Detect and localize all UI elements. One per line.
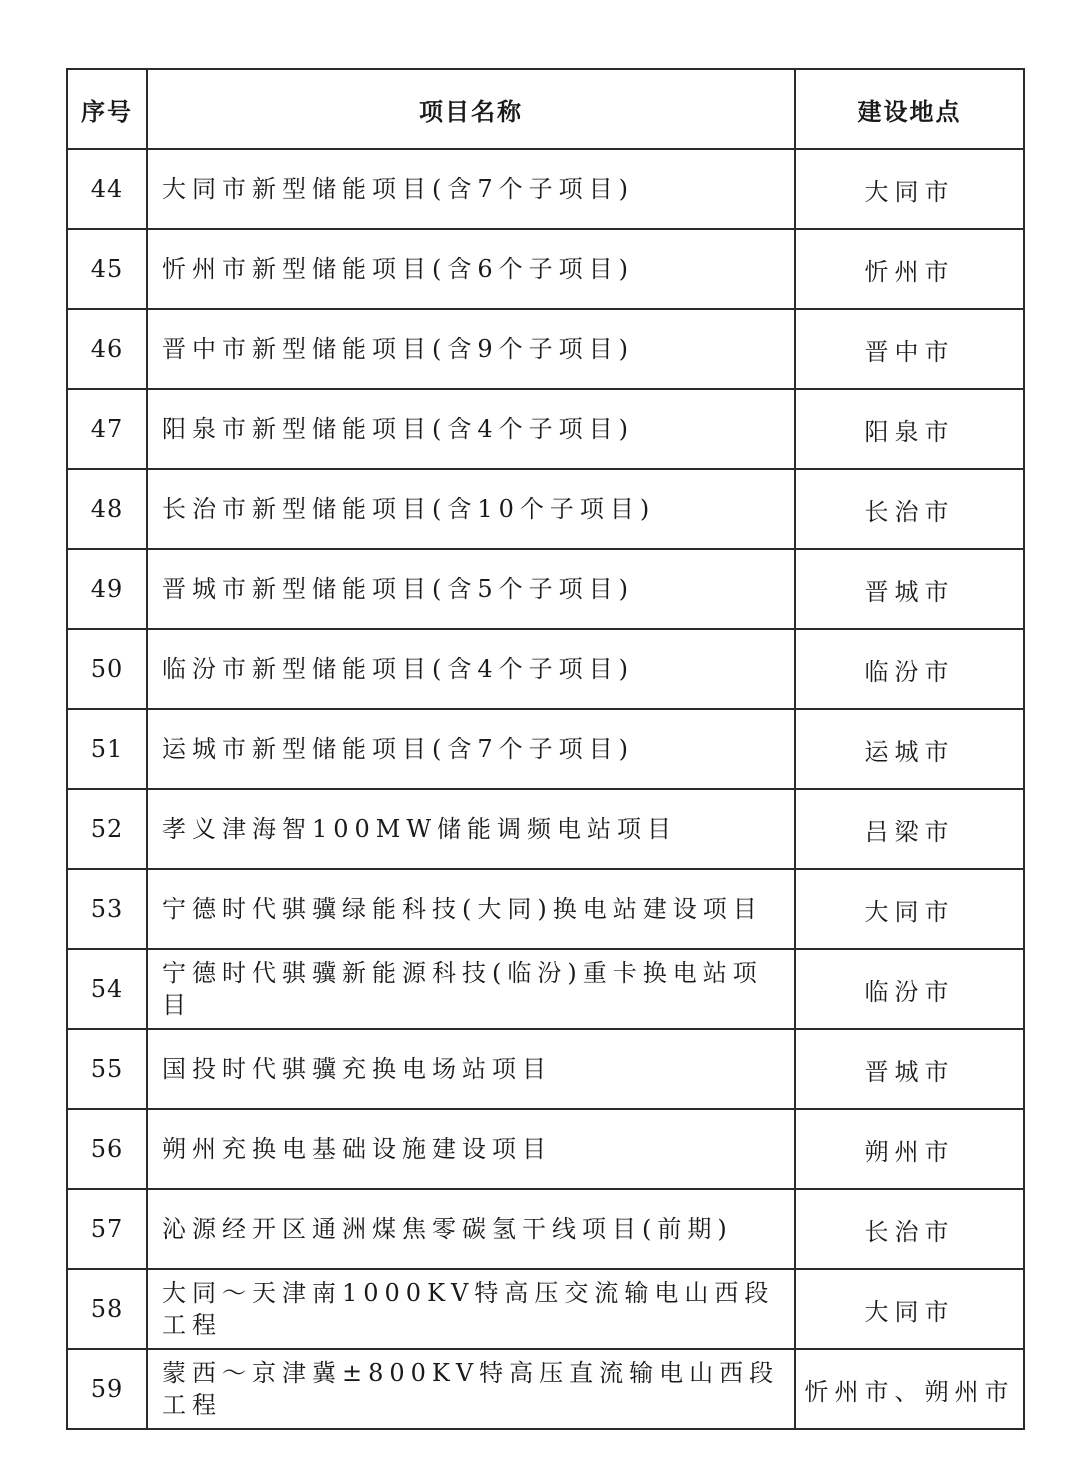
row-index: 51 (67, 709, 147, 789)
row-location: 忻州市 (795, 229, 1024, 309)
row-name: 宁德时代骐骥绿能科技(大同)换电站建设项目 (147, 869, 795, 949)
row-index: 46 (67, 309, 147, 389)
row-index: 50 (67, 629, 147, 709)
table-row (67, 1189, 1024, 1269)
row-index: 45 (67, 229, 147, 309)
project-table-container (66, 68, 1023, 1430)
row-index: 49 (67, 549, 147, 629)
row-location: 吕梁市 (795, 789, 1024, 869)
header-location: 建设地点 (795, 69, 1024, 149)
row-location: 晋城市 (795, 1029, 1024, 1109)
project-table (66, 68, 1025, 1430)
table-row (67, 149, 1024, 229)
table-row (67, 549, 1024, 629)
row-index: 54 (67, 949, 147, 1029)
row-location: 大同市 (795, 869, 1024, 949)
row-location: 朔州市 (795, 1109, 1024, 1189)
row-name: 晋中市新型储能项目(含9个子项目) (147, 309, 795, 389)
row-location: 晋中市 (795, 309, 1024, 389)
table-row (67, 1029, 1024, 1109)
row-index: 53 (67, 869, 147, 949)
table-row (67, 389, 1024, 469)
header-index: 序号 (67, 69, 147, 149)
row-location: 长治市 (795, 1189, 1024, 1269)
row-name: 临汾市新型储能项目(含4个子项目) (147, 629, 795, 709)
row-location: 大同市 (795, 1269, 1024, 1349)
row-location: 运城市 (795, 709, 1024, 789)
row-index: 59 (67, 1349, 147, 1429)
table-row (67, 1109, 1024, 1189)
row-name: 阳泉市新型储能项目(含4个子项目) (147, 389, 795, 469)
table-row (67, 869, 1024, 949)
row-index: 56 (67, 1109, 147, 1189)
table-row (67, 789, 1024, 869)
row-name: 运城市新型储能项目(含7个子项目) (147, 709, 795, 789)
row-location: 临汾市 (795, 629, 1024, 709)
table-row (67, 1349, 1024, 1429)
row-index: 47 (67, 389, 147, 469)
row-name: 宁德时代骐骥新能源科技(临汾)重卡换电站项目 (147, 949, 795, 1029)
row-name: 国投时代骐骥充换电场站项目 (147, 1029, 795, 1109)
row-name: 晋城市新型储能项目(含5个子项目) (147, 549, 795, 629)
row-index: 52 (67, 789, 147, 869)
table-row (67, 229, 1024, 309)
row-index: 48 (67, 469, 147, 549)
header-name: 项目名称 (147, 69, 795, 149)
table-row (67, 469, 1024, 549)
row-name: 沁源经开区通洲煤焦零碳氢干线项目(前期) (147, 1189, 795, 1269)
table-row (67, 629, 1024, 709)
row-index: 55 (67, 1029, 147, 1109)
table-row (67, 709, 1024, 789)
table-row (67, 309, 1024, 389)
table-row (67, 1269, 1024, 1349)
row-name: 忻州市新型储能项目(含6个子项目) (147, 229, 795, 309)
row-location: 忻州市、朔州市 (795, 1349, 1024, 1429)
row-name: 孝义津海智100MW储能调频电站项目 (147, 789, 795, 869)
row-name: 长治市新型储能项目(含10个子项目) (147, 469, 795, 549)
row-index: 44 (67, 149, 147, 229)
header-row (67, 69, 1024, 149)
table-body (67, 149, 1024, 1429)
row-location: 大同市 (795, 149, 1024, 229)
row-location: 长治市 (795, 469, 1024, 549)
row-location: 阳泉市 (795, 389, 1024, 469)
row-index: 58 (67, 1269, 147, 1349)
row-name: 大同市新型储能项目(含7个子项目) (147, 149, 795, 229)
table-header (67, 69, 1024, 149)
row-index: 57 (67, 1189, 147, 1269)
row-name: 大同～天津南1000KV特高压交流输电山西段工程 (147, 1269, 795, 1349)
row-name: 蒙西～京津冀±800KV特高压直流输电山西段工程 (147, 1349, 795, 1429)
row-location: 晋城市 (795, 549, 1024, 629)
row-name: 朔州充换电基础设施建设项目 (147, 1109, 795, 1189)
row-location: 临汾市 (795, 949, 1024, 1029)
table-row (67, 949, 1024, 1029)
